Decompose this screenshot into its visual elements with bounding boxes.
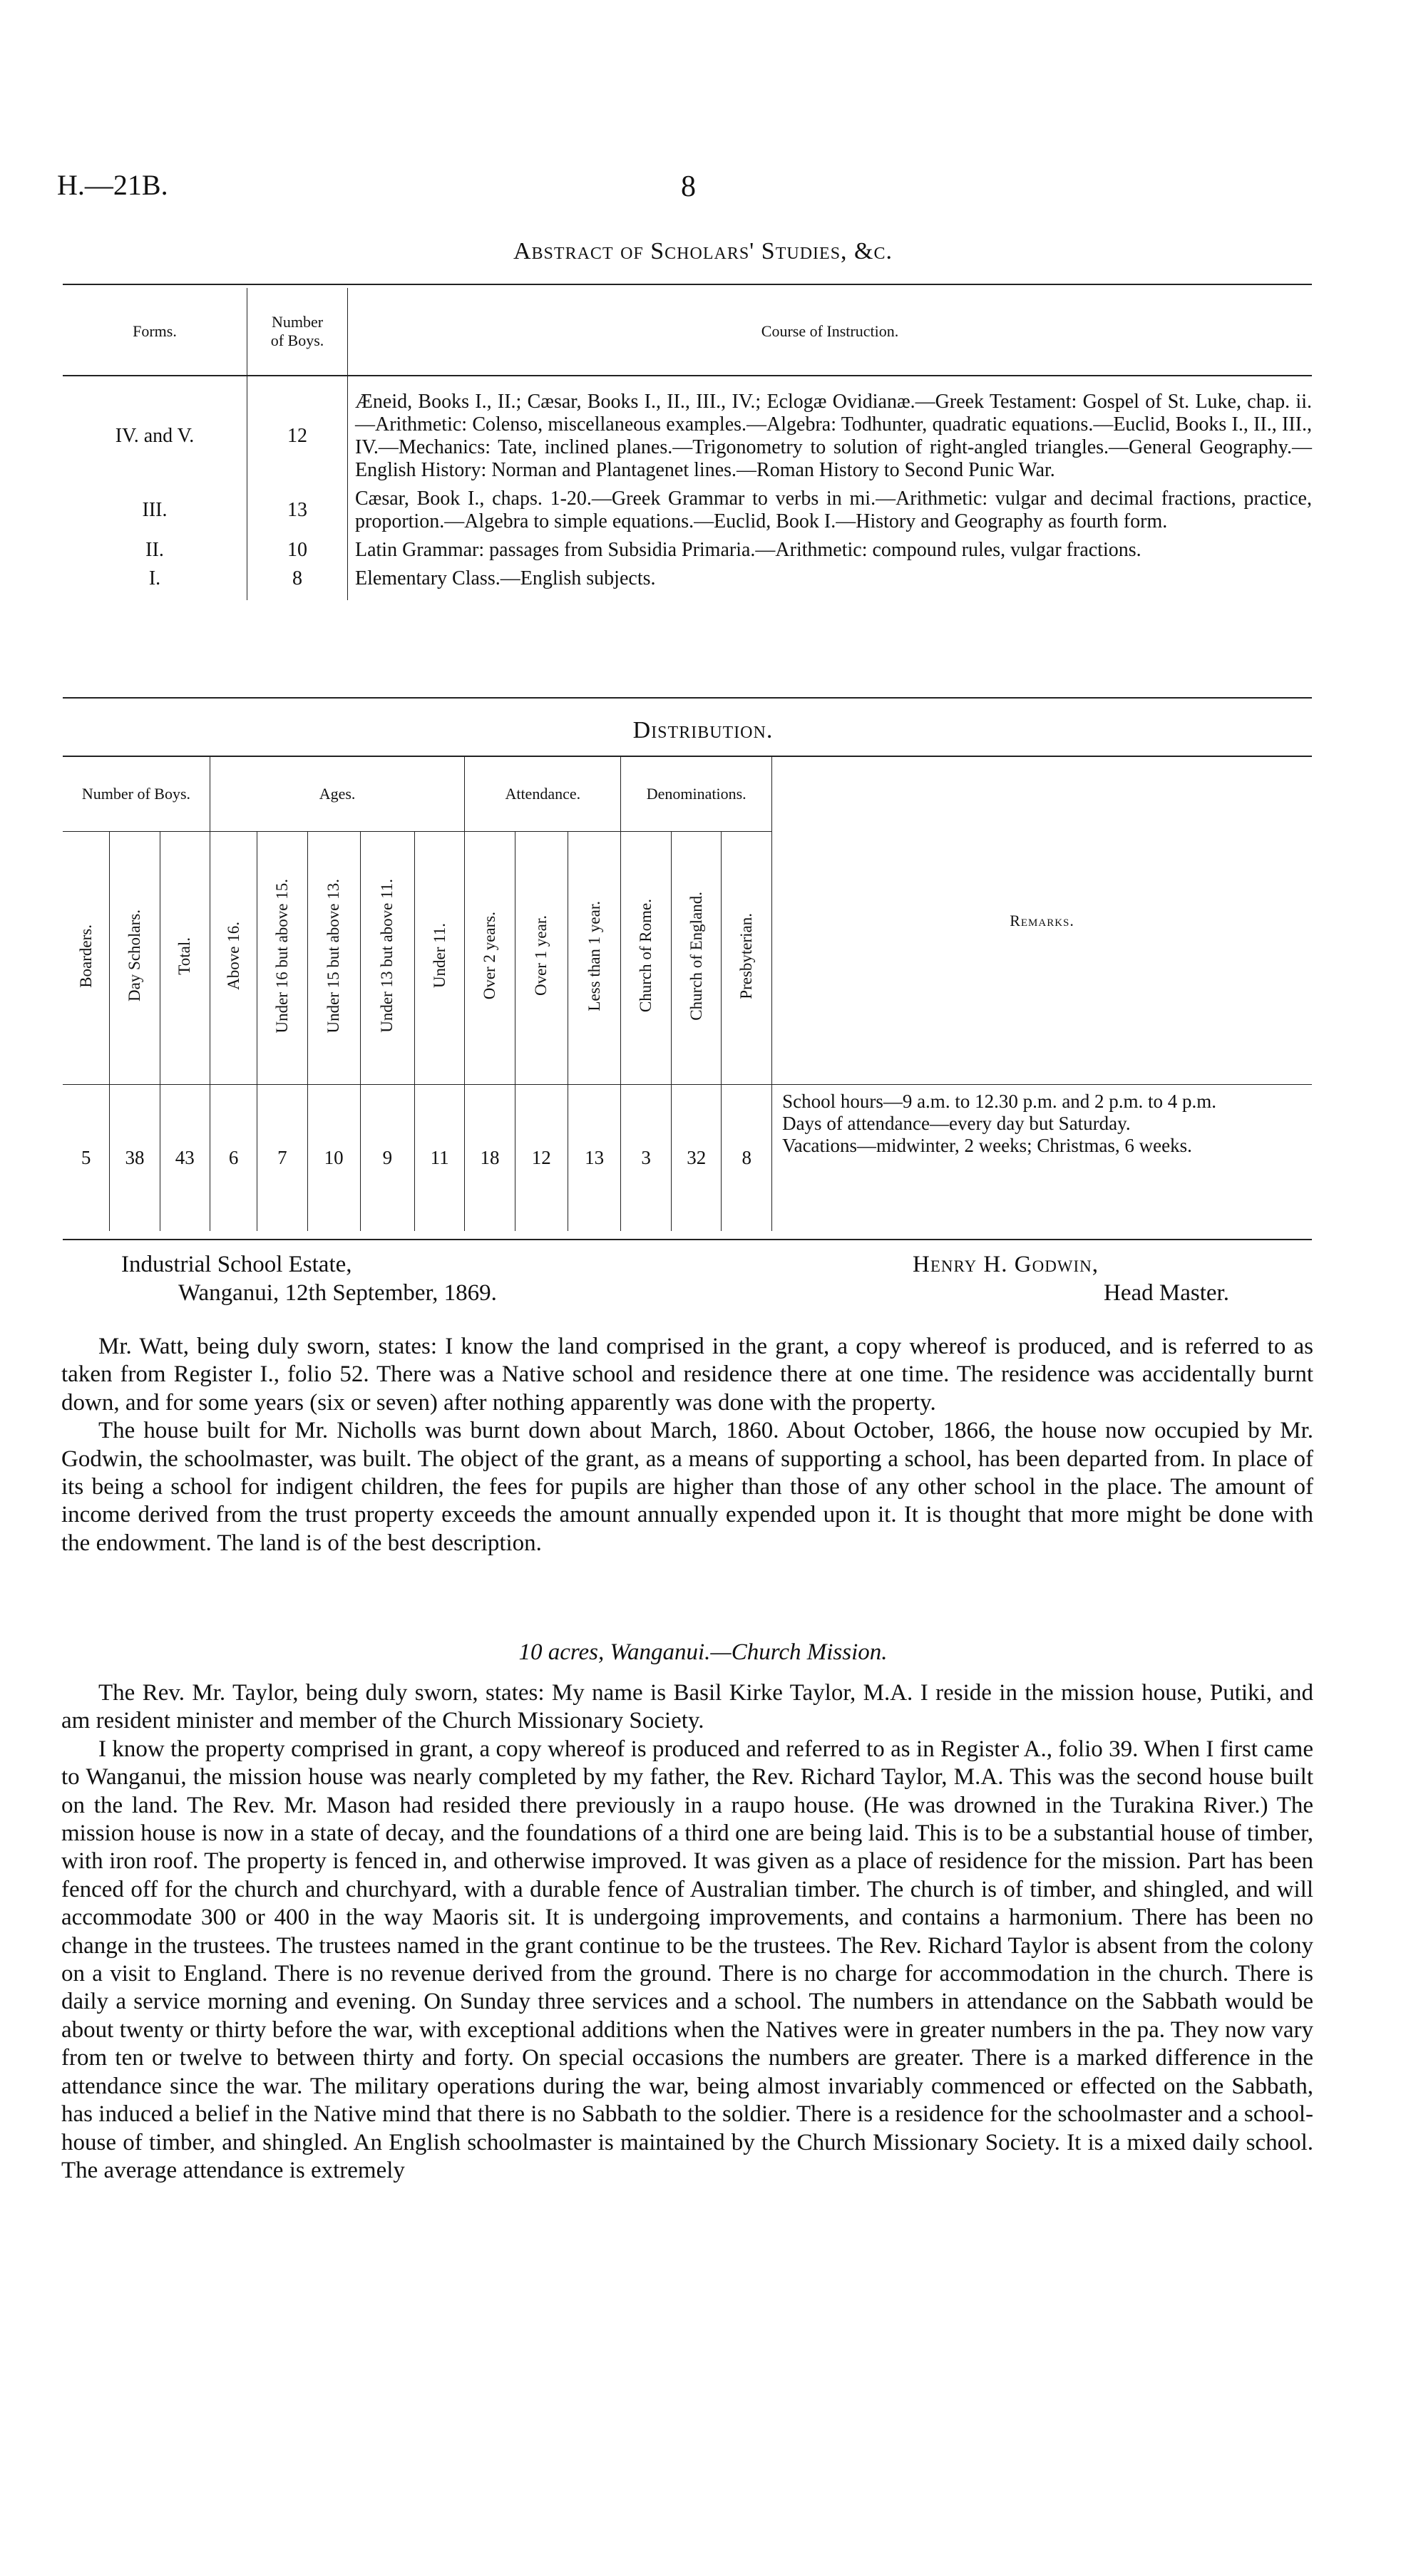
distribution-table (63, 757, 1312, 1231)
value-boarders: 5 (63, 1085, 110, 1232)
col-over-1-year-label: Over 1 year. (532, 915, 550, 996)
signature-name: Henry H. Godwin, (913, 1252, 1099, 1277)
remarks-header-text: Remarks. (1010, 911, 1074, 929)
col-church-of-england-label: Church of England. (687, 891, 705, 1021)
abstract-table (63, 288, 1312, 600)
distribution-values-row (63, 1085, 1312, 1232)
course-cell: Latin Grammar: passages from Subsidia Primaria.—Arithmetic: compound rules, vulgar fractions. (355, 539, 1141, 561)
group-attendance: Attendance. (465, 757, 621, 832)
col-less-than-1-year-label: Less than 1 year. (585, 900, 603, 1011)
value-under-11: 11 (414, 1085, 464, 1232)
document-code: H.—21B. (57, 169, 168, 201)
form-cell: III. (63, 485, 247, 536)
boys-cell: 13 (247, 485, 348, 536)
col-above-16-label: Above 16. (224, 922, 242, 990)
table-row (63, 376, 1312, 485)
value-day-scholars: 38 (110, 1085, 160, 1232)
page-number: 8 (681, 170, 696, 203)
col-above-16 (210, 832, 257, 1085)
abstract-header-row (63, 288, 1312, 376)
number-of-boys-header (247, 288, 348, 376)
remarks-header (772, 757, 1312, 1085)
form-cell: IV. and V. (63, 376, 247, 485)
testimony-taylor (61, 1679, 1313, 2185)
form-cell: II. (63, 536, 247, 565)
course-cell: Cæsar, Book I., chaps. 1-20.—Greek Grammar to verbs in mi.—Arithmetic: vulgar and decimal fractions, practice, proportion.—Algebra to simple equations.—Euclid, Book I.—History and Geography as fourth form. (355, 488, 1312, 532)
table-row (63, 536, 1312, 565)
value-total: 43 (160, 1085, 210, 1232)
number-of-boys-header-text: Number of Boys. (270, 313, 324, 349)
paragraph: I know the property comprised in grant, a copy whereof is produced and referred to as in Register A., folio 39. When I first came to Wanganui, the mission house was nearly completed by my father, the Rev. Richard Taylor, M.A. This was the second house built on the land. The Rev. Mr. Mason had resided there previously in a raupo house. (He was drowned in the Turakina River.) The mission house is now in a state of decay, and the foundations of a third one are being laid. This is to be a substantial house of timber, with iron roof. The property is fenced in, and otherwise improved. It was given as a place of residence for the mission. Part has been fenced off for the church and churchyard, with a durable fence of Australian timber. The church is of timber, and shingled, and will accommodate 300 or 400 in the way Maoris sit. It is undergoing improvements, and contains a harmonium. There has been no change in the trustees. The trustees named in the grant continue to be the trustees. The Rev. Richard Taylor is absent from the colony on a visit to England. There is no revenue derived from the ground. There is no charge for accommodation in the church. There is daily a service morning and evening. On Sunday three services and a school. The numbers in attendance on the Sabbath would be about twenty or thirty before the war, with exceptional additions when the Natives were in greater numbers in the pa. They now vary from ten or twelve to between thirty and forty. On special occasions the numbers are greater. There is a marked difference in the attendance since the war. The military operations during the war, being almost invariably commenced or effected on the Sabbath, has induced a belief in the Native mind that there is no Sabbath to the soldier. There is a residence for the schoolmaster and a school-house of timber, and shingled. An English schoolmaster is maintained by the Church Missionary Society. It is a mixed daily school. The average attendance is extremely (61, 1736, 1313, 2183)
col-under-16-above-15 (257, 832, 307, 1085)
group-number-of-boys: Number of Boys. (63, 757, 210, 832)
col-total (160, 832, 210, 1085)
testimony-watt (61, 1333, 1313, 1557)
col-over-1-year (515, 832, 568, 1085)
col-less-than-1-year (568, 832, 620, 1085)
abstract-bottom-rule (63, 697, 1312, 699)
col-under-16-above-15-label: Under 16 but above 15. (272, 878, 291, 1034)
col-boarders (63, 832, 110, 1085)
col-presbyterian-label: Presbyterian. (737, 912, 756, 999)
signature-date: Wanganui, 12th September, 1869. (178, 1280, 497, 1306)
form-cell: I. (63, 565, 247, 600)
forms-header: Forms. (63, 288, 247, 376)
value-over-1-year: 12 (515, 1085, 568, 1232)
value-presbyterian: 8 (722, 1085, 772, 1232)
col-under-13-above-11-label: Under 13 but above 11. (378, 879, 396, 1033)
table-row (63, 565, 1312, 600)
group-ages: Ages. (210, 757, 464, 832)
col-under-11-label: Under 11. (430, 923, 448, 989)
remarks-cell (772, 1085, 1312, 1232)
group-denominations: Denominations. (621, 757, 772, 832)
value-less-than-1-year: 13 (568, 1085, 620, 1232)
course-cell: Æneid, Books I., II.; Cæsar, Books I., II., III., IV.; Eclogæ Ovidianæ.—Greek Testament: Gospel of St. Luke, chap. ii.—Arithmetic: Colenso, miscellaneous examples.—Algebra: Todhunter, quadratic equations.—Euclid, Books I., II., III., IV.—Mechanics: Tate, inclined planes.—Trigonometry to solution of right-angled triangles.—General Geography.—English History: Norman and Plantagenet lines.—Roman History to Second Punic War. (355, 391, 1312, 481)
col-church-of-rome-label: Church of Rome. (637, 899, 655, 1013)
value-over-2-years: 18 (465, 1085, 515, 1232)
boys-cell: 8 (247, 565, 348, 600)
col-day-scholars (110, 832, 160, 1085)
course-cell: Elementary Class.—English subjects. (355, 567, 656, 589)
col-total-label: Total. (175, 937, 194, 975)
col-presbyterian (722, 832, 772, 1085)
distribution-group-row (63, 757, 1312, 832)
value-above-16: 6 (210, 1085, 257, 1232)
remark-days-of-attendance: Days of attendance—every day but Saturday. (782, 1113, 1131, 1134)
value-under-15-above-13: 10 (307, 1085, 360, 1232)
value-church-of-rome: 3 (621, 1085, 672, 1232)
course-header: Course of Instruction. (348, 288, 1313, 376)
col-under-15-above-13 (307, 832, 360, 1085)
col-boarders-label: Boarders. (76, 924, 95, 988)
col-under-15-above-13-label: Under 15 but above 13. (324, 878, 343, 1034)
paragraph: The house built for Mr. Nicholls was burnt down about March, 1860. About October, 1866, the house now occupied by Mr. Godwin, the schoolmaster, was built. The object of the grant, as a means of supporting a school, has been departed from. In place of its being a school for indigent children, the fees for pupils are higher than those of any other school in the place. The amount of income derived from the trust property exceeds the amount annually expended upon it. It is thought that more might be done with the endowment. The land is of the best description. (61, 1418, 1313, 1556)
boys-cell: 12 (247, 376, 348, 485)
col-church-of-england (671, 832, 722, 1085)
value-under-16-above-15: 7 (257, 1085, 307, 1232)
signature-place: Industrial School Estate, (121, 1252, 352, 1277)
col-church-of-rome (621, 832, 672, 1085)
col-over-2-years (465, 832, 515, 1085)
distribution-bottom-rule (63, 1239, 1312, 1240)
table-row (63, 485, 1312, 536)
col-day-scholars-label: Day Scholars. (125, 910, 143, 1002)
col-under-11 (414, 832, 464, 1085)
distribution-title: Distribution. (632, 717, 774, 743)
value-church-of-england: 32 (671, 1085, 722, 1232)
value-under-13-above-11: 9 (360, 1085, 414, 1232)
col-over-2-years-label: Over 2 years. (480, 912, 498, 1000)
abstract-title: Abstract of Scholars' Studies, &c. (513, 238, 893, 264)
section-subheading: 10 acres, Wanganui.—Church Mission. (518, 1639, 888, 1665)
signature-role: Head Master. (1104, 1280, 1229, 1306)
abstract-top-rule (63, 284, 1312, 285)
boys-cell: 10 (247, 536, 348, 565)
remark-vacations: Vacations—midwinter, 2 weeks; Christmas, 6 weeks. (782, 1135, 1192, 1156)
paragraph: The Rev. Mr. Taylor, being duly sworn, states: My name is Basil Kirke Taylor, M.A. I reside in the mission house, Putiki, and am resident minister and member of the Church Missionary Society. (61, 1680, 1313, 1734)
remark-school-hours: School hours—9 a.m. to 12.30 p.m. and 2 p.m. to 4 p.m. (782, 1091, 1217, 1112)
col-under-13-above-11 (360, 832, 414, 1085)
paragraph: Mr. Watt, being duly sworn, states: I know the land comprised in the grant, a copy whereof is produced, and is referred to as taken from Register I., folio 52. There was a Native school and residence there at one time. The residence was accidentally burnt down, and for some years (six or seven) after nothing apparently was done with the property. (61, 1334, 1313, 1416)
